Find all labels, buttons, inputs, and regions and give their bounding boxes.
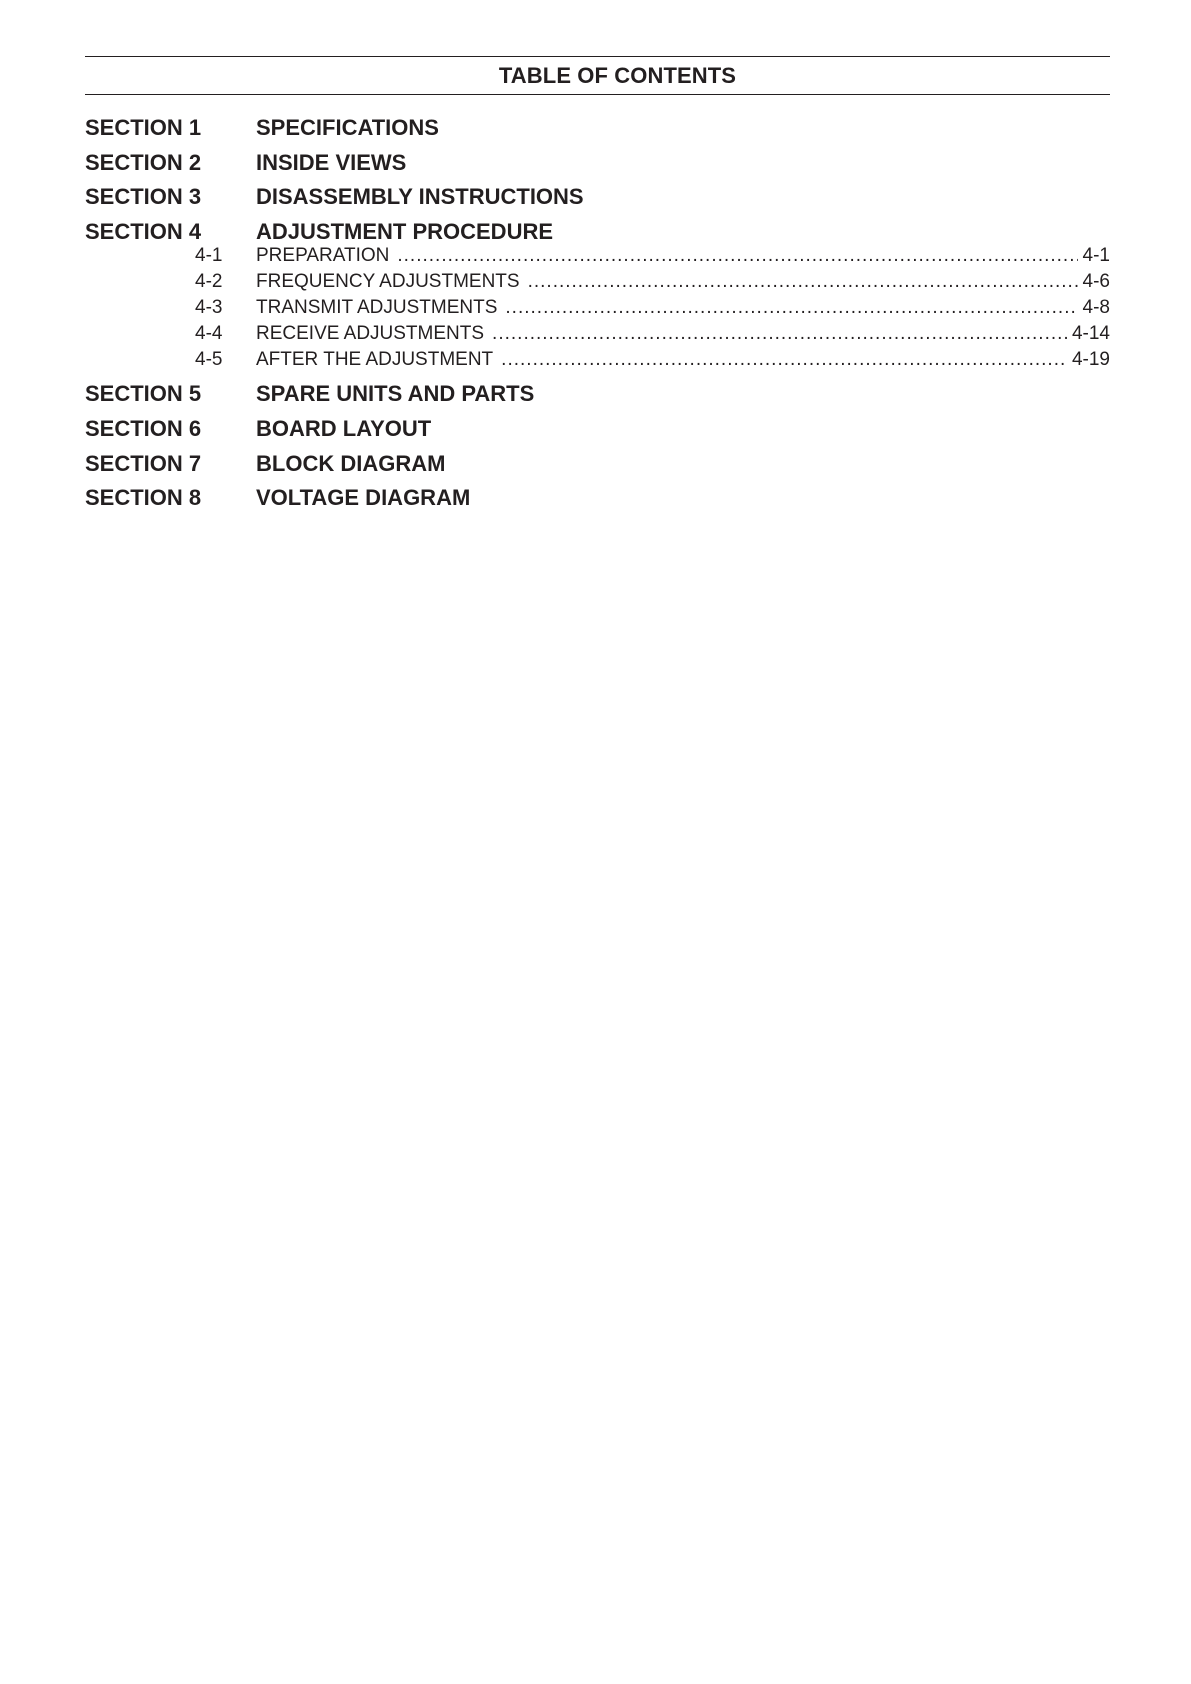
section-label: SECTION 8 <box>85 485 202 511</box>
subsection-number: 4-5 <box>195 349 223 371</box>
subsection-title: TRANSMIT ADJUSTMENTS <box>256 297 498 319</box>
toc-section-8[interactable] <box>85 485 1110 520</box>
toc-subsection-4-1[interactable] <box>85 245 1110 271</box>
section-title: SPARE UNITS AND PARTS <box>256 381 535 407</box>
section-title: ADJUSTMENT PROCEDURE <box>256 218 554 244</box>
toc-section-1[interactable] <box>85 115 1110 150</box>
subsection-title: FREQUENCY ADJUSTMENTS <box>256 271 520 293</box>
subsection-title: AFTER THE ADJUSTMENT <box>256 349 494 371</box>
section-title: BLOCK DIAGRAM <box>256 450 446 476</box>
table-of-contents <box>85 115 1110 520</box>
section-label: SECTION 1 <box>85 115 202 140</box>
section-label: SECTION 5 <box>85 381 202 407</box>
dot-leader <box>528 271 1078 293</box>
toc-subsection-4-4[interactable] <box>85 323 1110 349</box>
subsection-number: 4-3 <box>195 297 223 319</box>
section-4-subsections <box>85 245 1110 375</box>
page-title: TABLE OF CONTENTS <box>498 62 737 88</box>
section-label: SECTION 7 <box>85 450 202 476</box>
section-title: VOLTAGE DIAGRAM <box>256 485 471 511</box>
toc-page <box>85 56 1110 520</box>
subsection-title: PREPARATION <box>256 245 390 267</box>
toc-section-5[interactable] <box>85 381 1110 416</box>
dot-leader <box>505 297 1078 319</box>
section-label: SECTION 2 <box>85 149 202 175</box>
toc-section-7[interactable] <box>85 451 1110 486</box>
subsection-number: 4-4 <box>195 323 223 345</box>
dot-leader <box>492 323 1068 345</box>
page-number: 4-1 <box>1082 245 1110 267</box>
toc-section-6[interactable] <box>85 416 1110 451</box>
toc-subsection-4-2[interactable] <box>85 271 1110 297</box>
subsection-title: RECEIVE ADJUSTMENTS <box>256 323 485 345</box>
section-label: SECTION 3 <box>85 184 202 210</box>
section-label: SECTION 4 <box>85 218 202 244</box>
toc-section-3[interactable] <box>85 184 1110 219</box>
section-title: INSIDE VIEWS <box>256 149 407 175</box>
toc-subsection-4-3[interactable] <box>85 297 1110 323</box>
subsection-number: 4-2 <box>195 271 223 293</box>
dot-leader <box>501 349 1068 371</box>
toc-section-2[interactable] <box>85 150 1110 185</box>
title-bar <box>85 56 1110 95</box>
section-title: DISASSEMBLY INSTRUCTIONS <box>256 184 584 210</box>
page-number: 4-14 <box>1071 323 1110 345</box>
page-number: 4-6 <box>1082 271 1110 293</box>
page-number: 4-8 <box>1082 297 1110 319</box>
dot-leader <box>397 245 1078 267</box>
toc-subsection-4-5[interactable] <box>85 349 1110 375</box>
section-label: SECTION 6 <box>85 415 202 441</box>
subsection-number: 4-1 <box>195 245 223 267</box>
section-title: SPECIFICATIONS <box>256 115 439 140</box>
section-title: BOARD LAYOUT <box>256 415 432 441</box>
page-number: 4-19 <box>1071 349 1110 371</box>
